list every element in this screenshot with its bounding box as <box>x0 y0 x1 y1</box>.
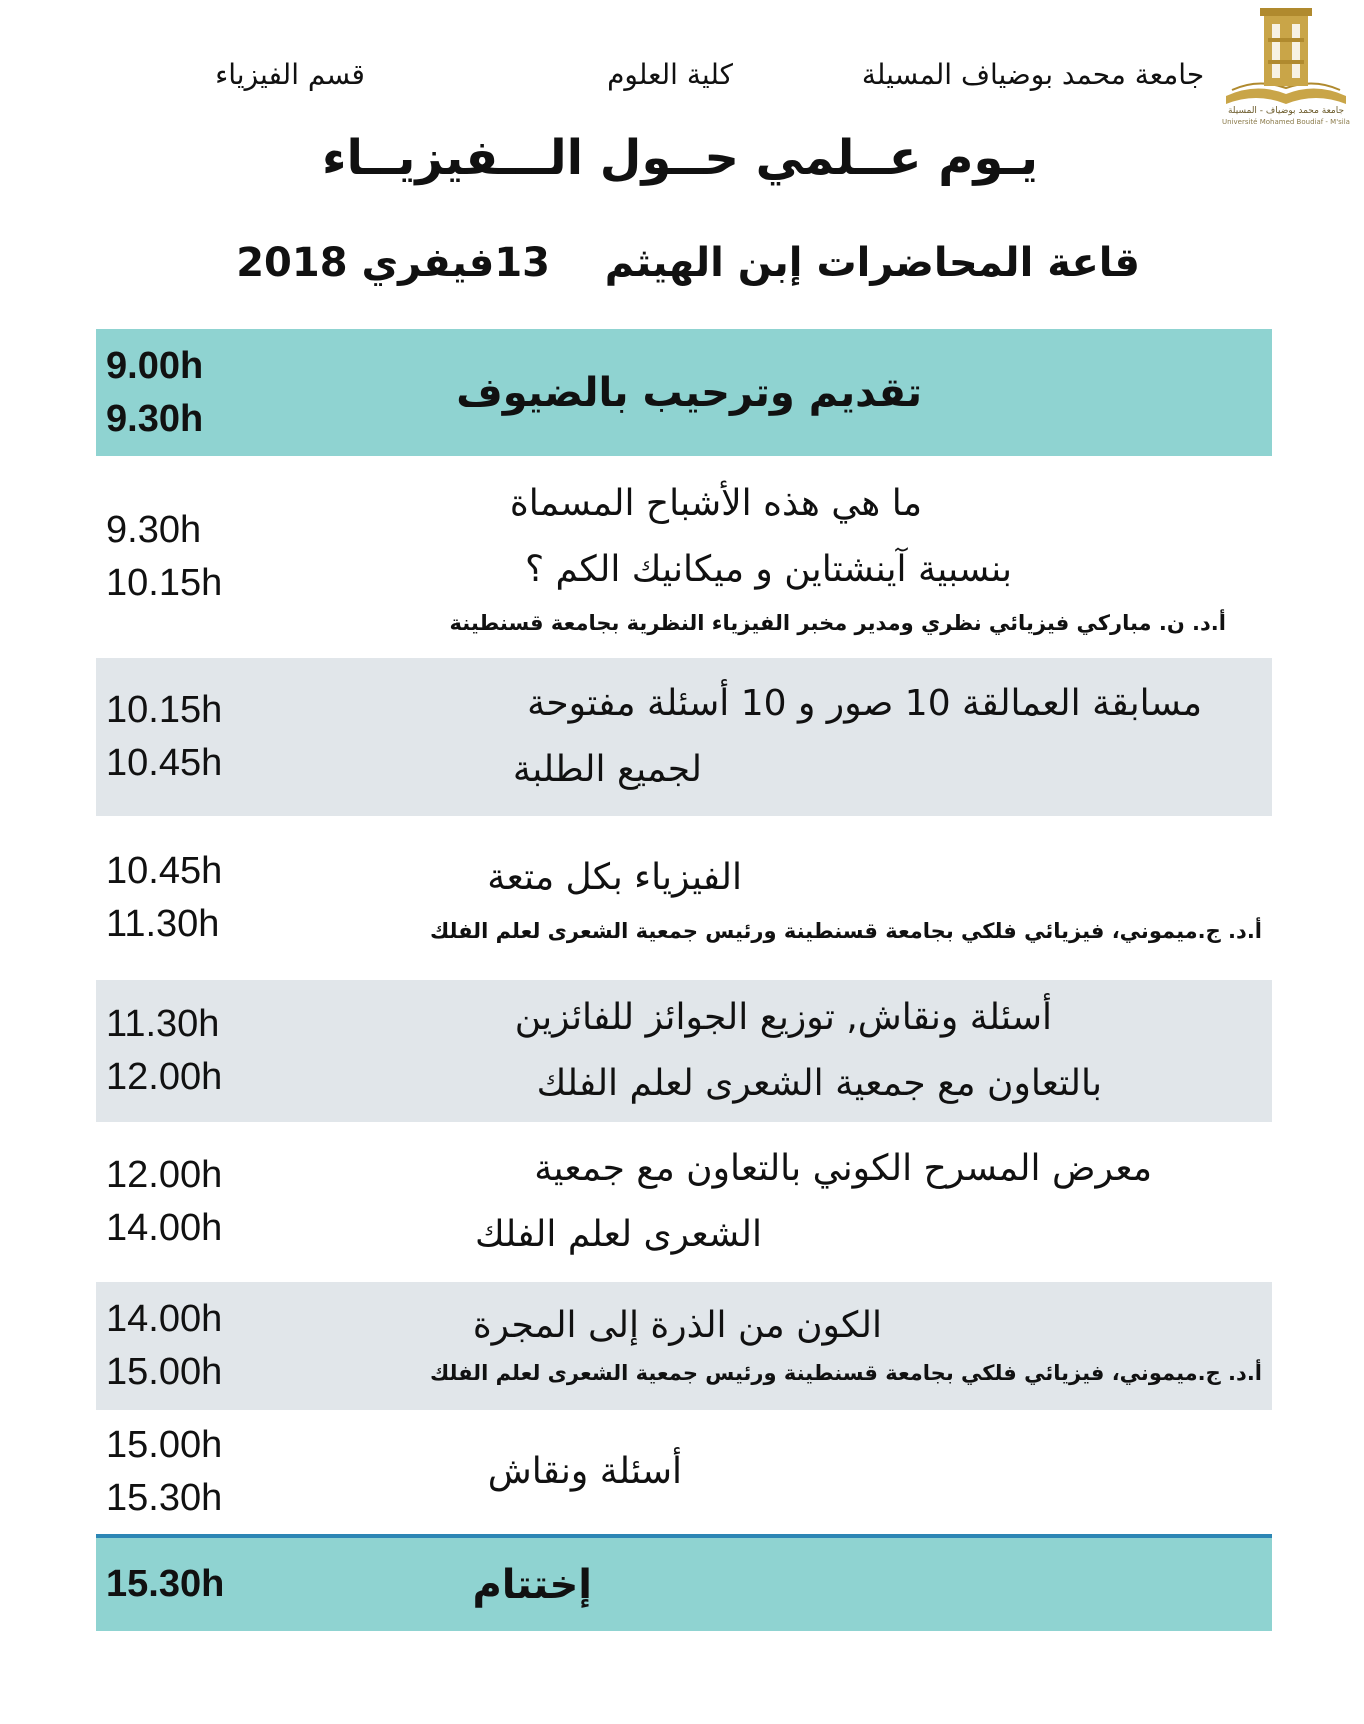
schedule-row <box>96 1282 1272 1410</box>
time-range <box>106 329 203 456</box>
session-details <box>429 1282 1262 1410</box>
schedule-row <box>96 1122 1272 1282</box>
start-time: 10.45h <box>106 850 223 892</box>
session-title: الفيزياء بكل متعة <box>487 857 742 898</box>
schedule-table <box>96 329 1272 1631</box>
schedule-row <box>96 1410 1272 1534</box>
start-time: 11.30h <box>106 1003 220 1045</box>
university-emblem-icon <box>1222 4 1350 108</box>
session-title: الكون من الذرة إلى المجرة <box>472 1305 882 1346</box>
time-range <box>106 816 222 980</box>
session-details <box>429 816 1262 980</box>
session-title: إختتام <box>472 1561 592 1608</box>
session-details <box>484 980 1262 1122</box>
end-time: 12.00h <box>106 1056 223 1098</box>
start-time: 10.15h <box>106 689 223 731</box>
logo-caption-arabic: جامعة محمد بوضياف - المسيلة <box>1227 106 1345 116</box>
speaker-info: أ.د. ج.ميموني، فيزيائي فلكي بجامعة قسنطينة ورئيس جمعية الشعرى لعلم الفلك <box>429 919 1262 943</box>
university-name: جامعة محمد بوضياف المسيلة <box>861 58 1205 91</box>
time-range <box>106 980 222 1122</box>
time-range <box>106 1538 224 1631</box>
speaker-info: أ.د. ج.ميموني، فيزيائي فلكي بجامعة قسنطينة ورئيس جمعية الشعرى لعلم الفلك <box>429 1361 1262 1385</box>
time-range <box>106 1410 222 1534</box>
faculty-name: كلية العلوم <box>607 58 733 91</box>
end-time: 11.30h <box>106 903 220 945</box>
start-time: 14.00h <box>106 1298 223 1340</box>
session-title-line-2: الشعرى لعلم الفلك <box>474 1214 762 1255</box>
start-time: 15.30h <box>106 1563 225 1605</box>
time-range <box>106 1122 222 1282</box>
session-title: معرض المسرح الكوني بالتعاون مع جمعية <box>534 1148 1152 1189</box>
event-title: يـوم عــلمي حــول الـــفيزيــاء <box>321 130 1038 186</box>
end-time: 10.45h <box>106 742 223 784</box>
start-time: 9.00h <box>106 344 204 387</box>
session-title: ما هي هذه الأشباح المسماة <box>509 483 922 524</box>
session-details <box>472 1538 1262 1631</box>
start-time: 9.30h <box>106 509 202 551</box>
schedule-row <box>96 980 1272 1122</box>
schedule-row <box>96 816 1272 980</box>
end-time: 10.15h <box>106 562 223 604</box>
session-title: أسئلة ونقاش <box>487 1451 682 1492</box>
university-logo <box>1222 4 1350 136</box>
schedule-row <box>96 456 1272 658</box>
speaker-info: أ.د. ن. مباركي فيزيائي نظري ومدير مخبر الفيزياء النظرية بجامعة قسنطينة <box>449 611 1226 635</box>
end-time: 15.30h <box>106 1477 223 1519</box>
session-details <box>484 658 1262 816</box>
session-details <box>474 1122 1262 1282</box>
session-title: أسئلة ونقاش, توزيع الجوائز للفائزين <box>514 997 1052 1038</box>
schedule-row <box>96 1534 1272 1631</box>
session-title-line-2: بالتعاون مع جمعية الشعرى لعلم الفلك <box>536 1063 1102 1104</box>
session-title-line-2: لجميع الطلبة <box>512 749 702 790</box>
end-time: 15.00h <box>106 1351 223 1393</box>
session-details <box>456 329 1262 456</box>
time-range <box>106 1282 222 1410</box>
session-title: مسابقة العمالقة 10 صور و 10 أسئلة مفتوحة <box>527 683 1202 724</box>
time-range <box>106 658 222 816</box>
start-time: 12.00h <box>106 1154 223 1196</box>
session-title-line-2: بنسبية آينشتاين و ميكانيك الكم ؟ <box>524 549 1012 590</box>
time-range <box>106 456 222 658</box>
session-details <box>449 456 1262 658</box>
start-time: 15.00h <box>106 1424 223 1466</box>
department-name: قسم الفيزياء <box>215 58 365 91</box>
logo-caption-latin: Université Mohamed Boudiaf - M'sila <box>1222 118 1350 126</box>
event-venue: قاعة المحاضرات إبن الهيثم <box>604 240 1140 286</box>
end-time: 9.30h <box>106 397 204 440</box>
session-details <box>484 1410 1262 1534</box>
session-title: تقديم وترحيب بالضيوف <box>456 369 922 416</box>
end-time: 14.00h <box>106 1207 223 1249</box>
event-date: 13فيفري 2018 <box>236 240 550 286</box>
schedule-row <box>96 658 1272 816</box>
schedule-row <box>96 329 1272 456</box>
